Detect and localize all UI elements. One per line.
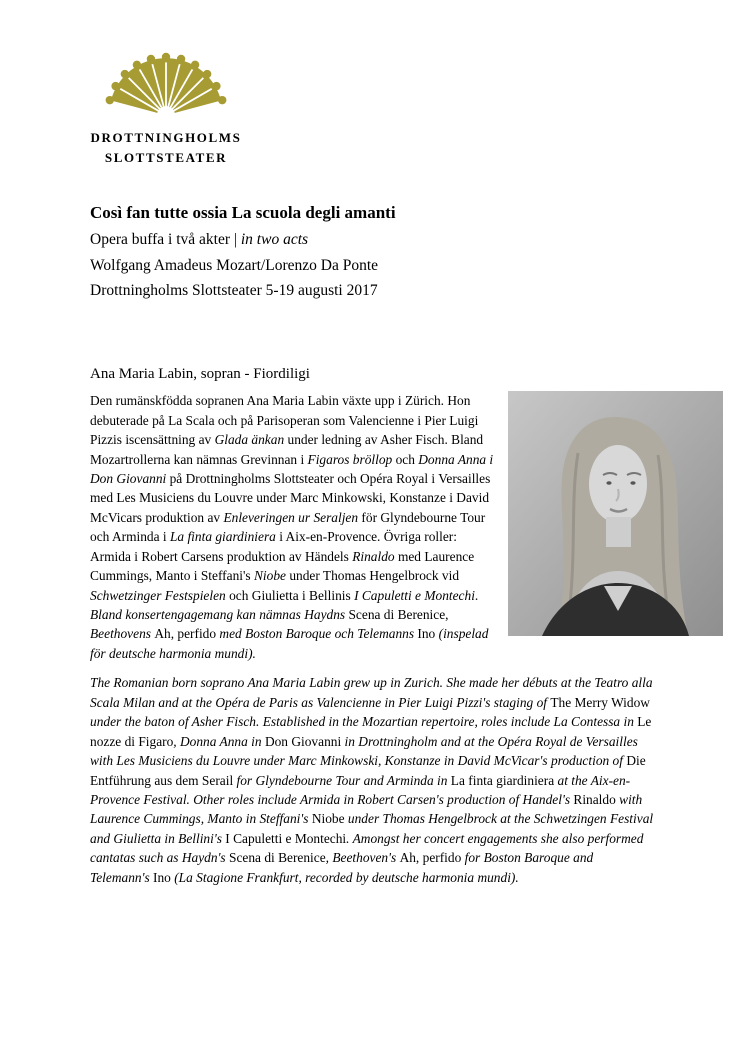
composer-librettist: Wolfgang Amadeus Mozart/Lorenzo Da Ponte — [90, 256, 379, 274]
bio-row — [90, 391, 723, 663]
fan-logo-icon — [103, 42, 229, 123]
artist-bio-section — [90, 365, 656, 887]
theater-logo — [90, 42, 242, 167]
bio-english-paragraph: The Romanian born soprano Ana Maria Labin grew up in Zurich. She made her débuts at the Teatro alla Scala Milan and at the Opéra de Paris as Valencienne in Pier Luigi Pizzi's staging of The Merry Widow under the baton of Asher Fisch. Established in the Mozartian repertoire, roles include La Contessa in Le nozze di Figaro, Donna Anna in Don Giovanni in Drottningholm and at the Opéra Royal de Versailles with Les Musiciens du Louvre under Marc Minkowski, Konstanze in David McVicar's production of Die Entführung aus dem Serail for Glyndebourne Tour and Arminda in La finta giardiniera at the Aix-en-Provence Festival. Other roles include Armida in Robert Carsen's production of Handel's Rinaldo with Laurence Cummings, Manto in Steffani's Niobe under Thomas Hengelbrock at the Schwetzingen Festival and Giulietta in Bellini's I Capuletti e Montechi. Amongst her concert engagements she also performed cantatas such as Haydn's Scena di Berenice, Beethoven's Ah, perfido for Boston Baroque and Telemann's Ino (La Stagione Frankfurt, recorded by deutsche harmonia mundi). — [90, 675, 654, 885]
logo-text-line1: DROTTNINGHOLMS — [90, 130, 242, 145]
production-subtitle: Opera buffa i två akter | in two acts — [90, 231, 309, 249]
logo-text-line2: SLOTTSTEATER — [104, 149, 228, 165]
portrait-photo — [508, 391, 723, 636]
artist-heading: Ana Maria Labin, sopran - Fiordiligi — [90, 365, 310, 382]
venue-dates: Drottningholms Slottsteater 5-19 augusti 2017 — [90, 281, 378, 299]
production-title: Così fan tutte ossia La scuola degli amanti — [90, 203, 396, 222]
bio-swedish-paragraph: Den rumänskfödda sopranen Ana Maria Labin växte upp i Zürich. Hon debuterade på La Scala och på Parisoperan som Valencienne i Pier Luigi Pizzis iscensättning av Glada änkan under ledning av Asher Fisch. Bland Mozartrollerna kan nämnas Grevinnan i Figaros bröllop och Donna Anna i Don Giovanni på Drottningholms Slottsteater och Opéra Royal i Versailles med Les Musiciens du Louvre under Marc Minkowski, Konstanze i David McVicars produktion av Enleveringen ur Seraljen för Glyndebourne Tour och Arminda i La finta giardiniera i Aix-en-Provence. Övriga roller: Armida i Robert Carsens produktion av Händels Rinaldo med Laurence Cummings, Manto i Steffani's Niobe under Thomas Hengelbrock vid Schwetzinger Festspielen och Giulietta i Bellinis I Capuletti e Montechi. Bland konsertengagemang kan nämnas Haydns Scena di Berenice, Beethovens Ah, perfido med Boston Baroque och Telemanns Ino (inspelad för deutsche harmonia mundi). — [90, 393, 494, 661]
title-block — [90, 203, 656, 303]
